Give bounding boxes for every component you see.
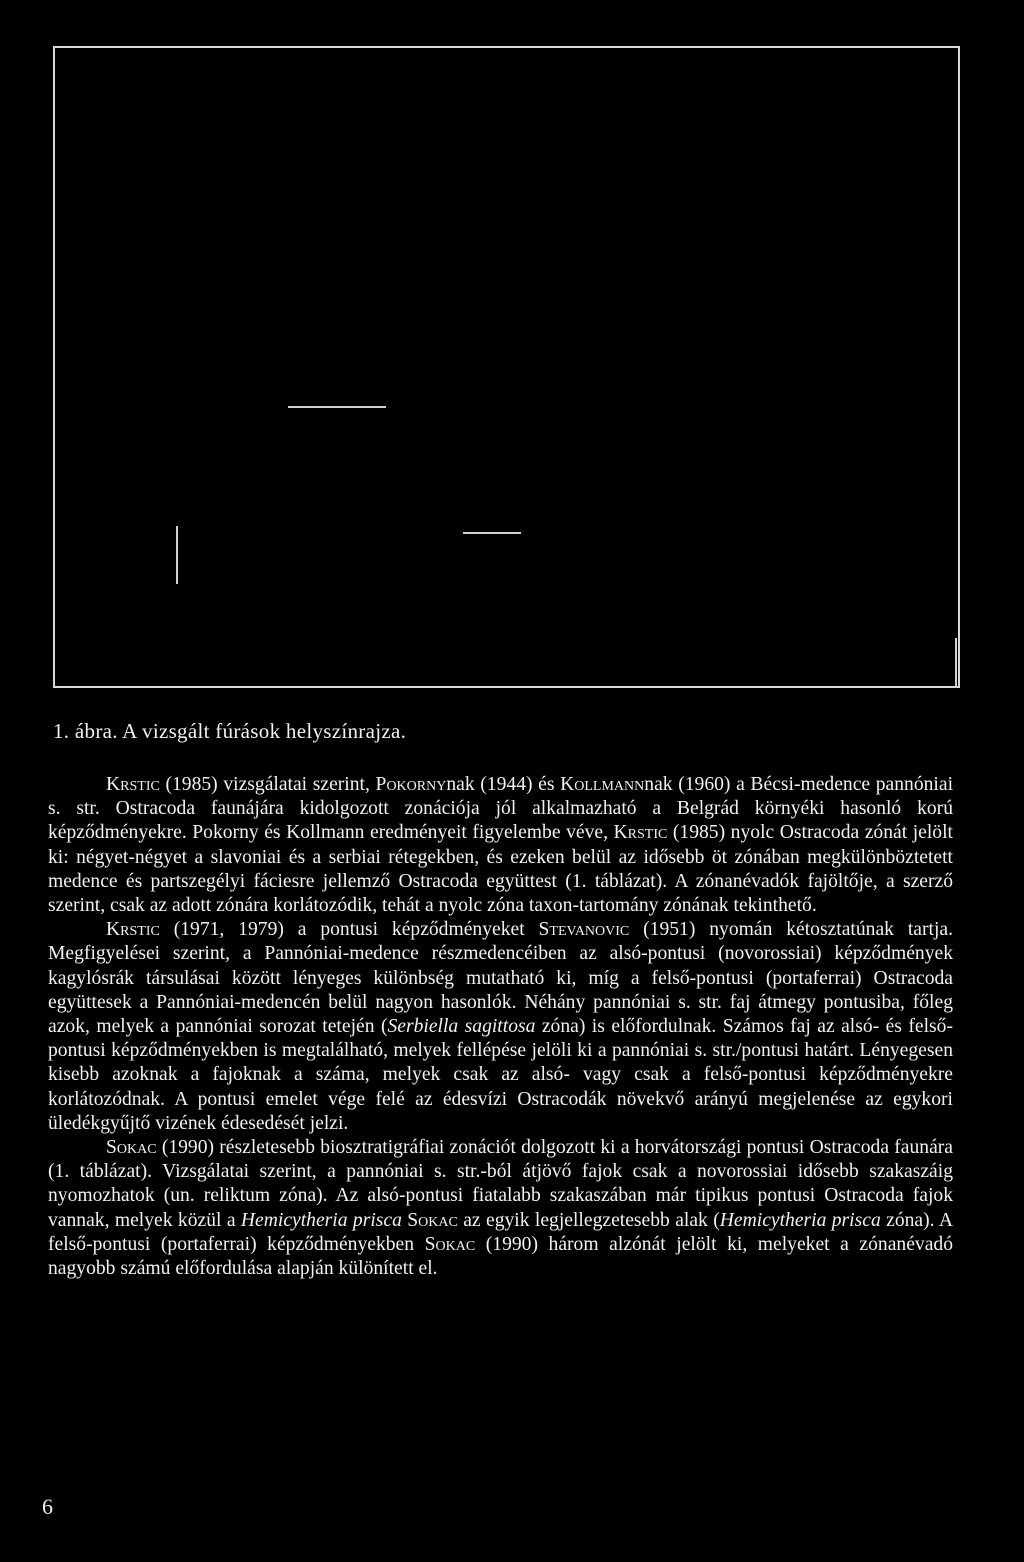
paragraph-1 (48, 773, 953, 918)
text-run: (1951) nyomán kétosztatúnak tartja. Megfigyelései szerint, a Pannóniai-medence részmedencéiben az alsó-pontusi (novorossiai) képződmények kagylósrák társulásai között lényeges különbség mutatható ki, míg a felső-pontusi (portaferrai) Ostracoda együttesek a Pannóniai-medencén belül nagyon hasonlók. Néhány pannóniai s. str. faj átmegy pontusiba, főleg azok, melyek a pannóniai sorozat tetején ( (48, 919, 953, 1038)
species-name: Hemicytheria prisca (719, 1209, 881, 1231)
text-run: az egyik legjellegzetesebb alak ( (457, 1209, 720, 1231)
text-run: nak (1944) és (446, 774, 561, 795)
text-run: (1990) három alzónát jelölt ki, melyeket a zónanévadó nagyobb számú előfordulása alapján különített el. (48, 1233, 953, 1280)
text-run: zóna). A felső-pontusi (portaferrai) képződményekben (48, 1209, 953, 1255)
author-name: Krstic (106, 774, 160, 795)
figure-mark-right-tick (955, 638, 957, 688)
figure-mark-middle-dash (463, 532, 521, 534)
text-run: nak (1960) a Bécsi-medence pannóniai s. str. Ostracoda faunájára kidolgozott zonációja jól alkalmazható a Belgrád környéki hasonló korú képződményekre. Pokorny és Kollmann eredményeit figyelembe véve, (48, 774, 954, 844)
page-number: 6 (42, 1494, 53, 1519)
author-name: Krstic (106, 919, 160, 941)
author-name: Krstic (613, 822, 668, 844)
author-name: Kollmann (560, 774, 645, 795)
species-name: Serbiella sagittosa (387, 1016, 536, 1038)
paragraph-2 (48, 918, 953, 1136)
text-run: (1971, 1979) a pontusi képződményeket (159, 919, 539, 941)
author-name: Sokac (424, 1233, 476, 1255)
paragraph-3 (48, 1136, 953, 1281)
author-name: Sokac (106, 1137, 157, 1159)
author-name: Sokac (407, 1209, 458, 1231)
author-name: Pokorny (375, 774, 447, 795)
figure-frame (53, 46, 960, 688)
species-name: Hemicytheria prisca (240, 1209, 402, 1231)
figure-caption: 1. ábra. A vizsgált fúrások helyszínrajza. (53, 719, 407, 743)
text-run: (1985) nyolc Ostracoda zónát jelölt ki: négyet-négyet a slavoniai és a serbiai rétegekben, és ezeken belül az idősebb öt zónában megkülönböztetett medence és partszegélyi fáciesre jellemző Ostracoda együttest (1. táblázat). A zónanévadók fajöltője, a szerző szerint, csak az adott zónára korlátozódik, tehát a nyolc zóna taxon-tartomány zónának tekinthető. (48, 822, 953, 917)
figure-mark-upper-dash (288, 406, 386, 408)
author-name: Stevanovic (538, 919, 630, 941)
figure-mark-left-tick (176, 526, 178, 584)
text-run: zóna) is előfordulnak. Számos faj az alsó- és felső-pontusi képződményekben is megtalálható, melyek fellépése jelöli ki a pannóniai s. str./pontusi határt. Lényegesen kisebb azoknak a fajoknak a száma, melyek csak az alsó- vagy csak a felső-pontusi képződményekre korlátozódnak. A pontusi emelet vége felé az édesvízi Ostracodák növekvő arányú megjelenése az egykori üledékgyűjtő vizének édesedését jelzi. (48, 1016, 953, 1134)
body-text (48, 773, 953, 1281)
text-run: (1990) részletesebb biosztratigráfiai zonációt dolgozott ki a horvátországi pontusi Ostracoda faunára (1. táblázat). Vizsgálatai szerint, a pannóniai s. str.-ból átjövő fajok csak a novorossiai idősebb szakaszáig nyomozhatok (un. reliktum zóna). Az alsó-pontusi fiatalabb szakaszában már tipikus pontusi Ostracoda fajok vannak, melyek közül a (48, 1137, 953, 1231)
text-run: (1985) vizsgálatai szerint, (159, 774, 376, 795)
